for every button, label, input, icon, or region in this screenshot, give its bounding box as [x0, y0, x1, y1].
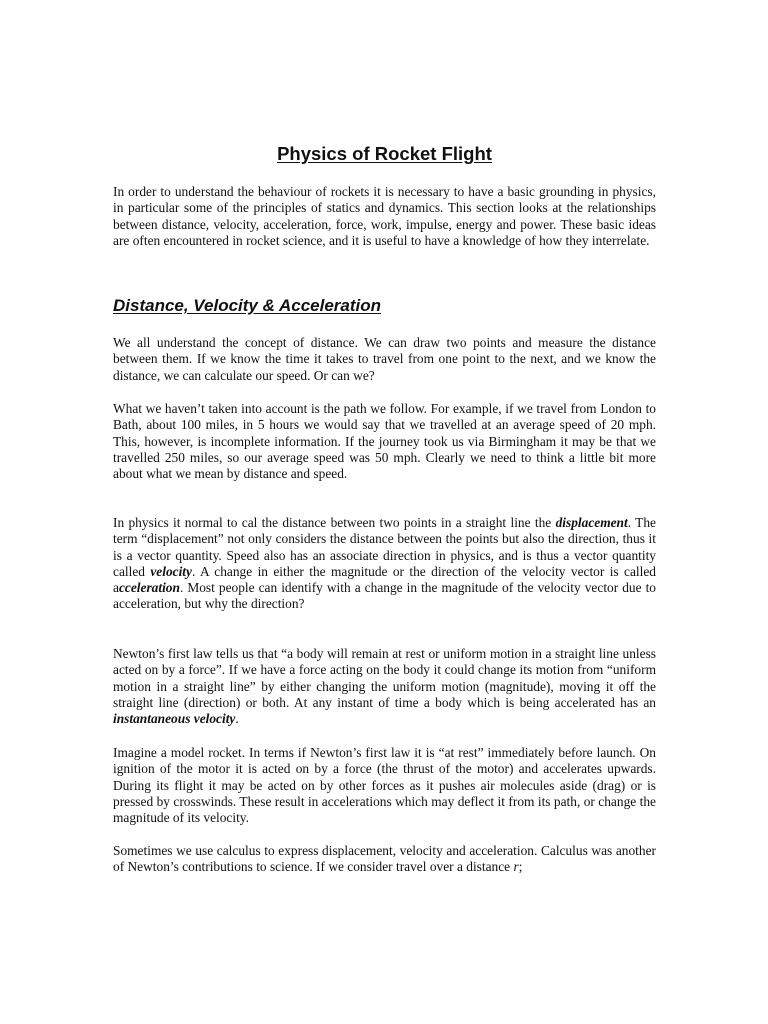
- term-instantaneous-velocity: instantaneous velocity: [113, 711, 236, 727]
- paragraph-model-rocket: Imagine a model rocket. In terms if Newton’s first law it is “at rest” immediately before launch. On ignition of the motor it is acted on by a force (the thrust of the motor) and accelerates upwards. During its flight it may be acted on by other forces as it pushes air molecules aside (drag) or is pressed by crosswinds. These result in accelerations which may deflect it from its path, or change the magnitude of its velocity.: [113, 745, 656, 826]
- paragraph-distance: We all understand the concept of distance. We can draw two points and measure the distance between them. If we know the time it takes to travel from one point to the next, and we know the distance, we can calculate our speed. Or can we?: [113, 335, 656, 383]
- text-run: .: [235, 711, 239, 727]
- document-title: Physics of Rocket Flight: [277, 143, 492, 164]
- text-run: ;: [518, 859, 523, 875]
- term-velocity: velocity: [150, 563, 192, 579]
- variable-r: r: [513, 859, 519, 875]
- term-acceleration: cceleration: [118, 580, 180, 596]
- term-displacement: displacement: [555, 515, 628, 530]
- paragraph-newton-first-law: [113, 646, 656, 727]
- text-run: . The term “displacement” not only considers the distance between the points but also the direction, thus it is a vector quantity. Speed also has an associate direction in physics, and is thus a vector quantity called: [113, 515, 656, 579]
- text-run: . A change in either the magnitude or the direction of the velocity vector is called a: [113, 563, 656, 596]
- paragraph-path: What we haven’t taken into account is the path we follow. For example, if we travel from London to Bath, about 100 miles, in 5 hours we would say that we travelled at an average speed of 20 mph. This, however, is incomplete information. If the journey took us via Birmingham it may be that we travelled 250 miles, so our average speed was 50 mph. Clearly we need to think a little bit more about what we mean by distance and speed.: [113, 401, 656, 482]
- section-heading: Distance, Velocity & Acceleration: [113, 296, 382, 315]
- text-run: In physics it normal to cal the distance between two points in a straight line the: [113, 515, 556, 530]
- text-run: Sometimes we use calculus to express displacement, velocity and acceleration. Calculus was another of Newton’s contributions to science. If we consider travel over a distance: [113, 843, 656, 875]
- paragraph-calculus: [113, 843, 656, 876]
- text-run: Newton’s first law tells us that “a body will remain at rest or uniform motion in a straight line unless acted on by a force”. If we have a force acting on the body it could change its motion from “uniform motion in a straight line” by either changing the uniform motion (magnitude), moving it off the straight line (direction) or both. At any instant of time a body which is being accelerated has an: [113, 646, 656, 710]
- intro-paragraph: In order to understand the behaviour of rockets it is necessary to have a basic grounding in physics, in particular some of the principles of statics and dynamics. This section looks at the relationships between distance, velocity, acceleration, force, work, impulse, energy and power. These basic ideas are often encountered in rocket science, and it is useful to have a knowledge of how they interrelate.: [113, 184, 656, 248]
- text-run: . Most people can identify with a change in the magnitude of the velocity vector due to acceleration, but why the direction?: [113, 580, 656, 612]
- paragraph-displacement: [113, 515, 656, 613]
